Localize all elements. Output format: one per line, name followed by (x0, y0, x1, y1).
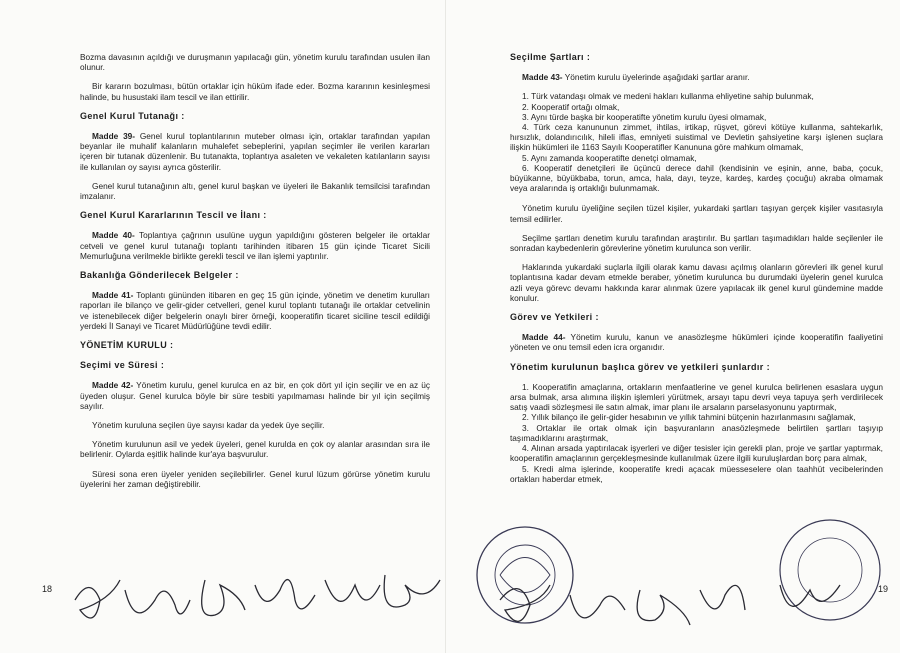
article-label: Madde 43- (522, 72, 563, 83)
list-item: 5. Kredi alma işlerinde, kooperatife kredi açacak müesseselere olan taahhüt vecibelerinden ortakları haberdar etmek, (510, 463, 883, 484)
article-label: Madde 39- (92, 131, 136, 142)
article-text: Yönetim kurulu, kanun ve anasözleşme hükümleri içinde kooperatifin faaliyetini yöneten ve onu temsil eden icra organıdır. (510, 332, 883, 353)
article-44 (510, 332, 883, 352)
section-heading: YÖNETİM KURULU : (80, 340, 174, 351)
paragraph: Bozma davasının açıldığı ve duruşmanın yapılacağı gün, yönetim kurulu tarafından usulen ilan olunur. (80, 52, 430, 73)
list-item: 3. Aynı türde başka bir kooperatifte yönetim kurulu üyesi olmamak, (522, 111, 767, 122)
article-43 (510, 72, 883, 82)
left-column (80, 52, 430, 498)
article-label: Madde 42- (92, 380, 134, 391)
list-item: 2. Kooperatif ortağı olmak, (522, 101, 620, 112)
paragraph: Bir kararın bozulması, bütün ortaklar için hüküm ifade eder. Bozma kararının kesinleşmesi halinde, bu husustaki ilam tescil ve ilan ettirilir. (80, 81, 430, 102)
list-item: 1. Kooperatifin amaçlarına, ortakların menfaatlerine ve genel kurulca belirlenen esaslara uygun arsa bulmak, arsa alımına ilişkin işlemleri yürütmek, arsayı tapu devri veya tapuya şerh verdirilecek satış vaadi sözleşmesi ile satın almak, imar planı ile arsaların parselasyonunu yaptırmak, (510, 381, 883, 413)
paragraph: Haklarında yukardaki suçlarla ilgili olarak kamu davası açılmış olanların görevleri ilk genel kurul toplantısına kadar devam etmekle beraber, yönetim kurulunca bu durumdaki üyelerin genel kurulca azli veya görevc devamı hakkında karar alınmak üzere yapılacak ilk genel kurul gündemine madde konulur. (510, 262, 883, 303)
article-40 (80, 230, 430, 261)
article-label: Madde 40- (92, 230, 135, 241)
article-42 (80, 380, 430, 411)
list-item: 2. Yıllık bilanço ile gelir-gider hesabının ve yıllık tahmini bütçenin hazırlanmasını sağlamak, (522, 412, 856, 423)
article-39 (80, 131, 430, 172)
right-column (510, 52, 883, 484)
section-heading: Genel Kurul Tutanağı : (80, 110, 185, 121)
list-item: 6. Kooperatif denetçileri ile üçüncü derece dahil (kendisinin ve eşinin, anne, baba, çocuk, büyükanne, büyükbaba, torun, amca, hala, dayı, teyze, kardeş, kardeş çocuğu) akraba olmamak veya aralarında iş ortaklığı bulunmamak. (510, 162, 883, 194)
paragraph: Seçilme şartları denetim kurulu tarafından araştırılır. Bu şartları taşımadıkları halde seçilenler ile sonradan kaybedenlerin görevlerine yönetim kurulunca son verilir. (510, 232, 883, 254)
page-number: 18 (42, 584, 53, 594)
list-item: 4. Alınan arsada yaptırılacak işyerleri ve diğer tesisler için gerekli plan, proje ve şartlar yaptırmak, kooperatifin amaçlarının gerçekleşmesinde kullanılmak üzere ilgili kuruluşlardan borç para almak, (510, 443, 883, 464)
article-text: Yönetim kurulu üyelerinde aşağıdaki şartlar aranır. (562, 72, 750, 83)
list-item: 5. Aynı zamanda kooperatifte denetçi olmamak, (522, 152, 697, 163)
list-item: 3. Ortaklar ile ortak olmak için başvuranların anasözleşmede belirtilen şartları taşıyıp taşımadıklarını araştırmak, (510, 422, 883, 443)
duties-list (510, 382, 883, 484)
signatures-right (490, 570, 890, 650)
gutter-divider (445, 0, 446, 653)
page-number: 19 (878, 584, 889, 594)
section-heading: Görev ve Yetkileri : (510, 312, 599, 323)
signatures-left (55, 560, 445, 650)
article-text: Toplantıya çağrının usulüne uygun yapıldığını gösteren belgeler ile ortaklar cetveli ve genel kurul tutanağı toplantı tarihinden itibaren 15 gün içinde Ticaret Sicili Memurluğuna verilmekle birlikte gerekli tescil ve ilan işlemi yaptırılır. (80, 230, 430, 261)
section-heading: Yönetim kurulunun başlıca görev ve yetkileri şunlardır : (510, 361, 770, 372)
eligibility-list (510, 91, 883, 193)
article-label: Madde 44- (522, 332, 566, 343)
list-item: 1. Türk vatandaşı olmak ve medeni hakları kullanma ehliyetine sahip bulunmak, (522, 91, 814, 102)
section-heading: Genel Kurul Kararlarının Tescil ve İlanı : (80, 210, 267, 221)
paragraph: Yönetim kuruluna seçilen üye sayısı kadar da yedek üye seçilir. (92, 420, 325, 431)
paragraph: Süresi sona eren üyeler yeniden seçilebilirler. Genel kurul lüzum görürse yönetim kurulu üyelerini her zaman değiştirebilir. (80, 468, 430, 489)
paragraph: Genel kurul tutanağının altı, genel kurul başkan ve üyeleri ile Bakanlık temsilcisi tarafından imzalanır. (80, 180, 430, 202)
list-item: 4. Türk ceza kanununun zimmet, ihtilas, irtikap, rüşvet, görevi kötüye kullanma, sahtekarlık, hırsızlık, dolandırıcılık, hileli iflas, emniyeti suistimal ve Devletin şahsiyetine karşı işlenen suçlara ilişkin hükümleri ile 1163 Sayılı Kooperatifler Kanununa göre mahkum olmamak, (510, 122, 883, 153)
article-label: Madde 41- (92, 290, 134, 301)
paragraph: Yönetim kurulunun asil ve yedek üyeleri, genel kurulda en çok oy alanlar arasından sıra ile belirlenir. Oylarda eşitlik halinde kur'aya başvurulur. (80, 439, 430, 460)
paragraph: Yönetim kurulu üyeliğine seçilen tüzel kişiler, yukardaki şartları taşıyan gerçek kişiler vasıtasıyla temsil edilirler. (510, 203, 883, 224)
article-text: Toplantı gününden itibaren en geç 15 gün içinde, yönetim ve denetim kurulları raporları ile bilanço ve gelir-gider cetvelleri, genel kurul toplantı tutanağı ile ortaklar cetvelinin ve istenebilecek diğer belgelerin onaylı birer örneği, kooperatifin ticaret siciline tescil edildiği yerdeki İl Sanayi ve Ticaret Müdürlüğüne tevdi edilir. (80, 290, 430, 331)
article-text: Yönetim kurulu, genel kurulca en az bir, en çok dört yıl için seçilir ve en az üç üyeden oluşur. Genel kurulca böyle bir süre tesbiti yapılmaması halinde bir yıl için seçilmiş sayılır. (80, 380, 430, 411)
right-page (450, 0, 900, 653)
section-heading: Seçimi ve Süresi : (80, 360, 165, 371)
article-text: Genel kurul toplantılarının muteber olması için, ortaklar tarafından yapılan beyanlar ile muhalif kalanların muhalefet sebeplerini, yapılan seçimler ile verilen kararları içeren bir tutanak düzenlenir. Bu tutanakta, toplantıya asaleten ve vekaleten katılanların sayısı ile kullanılan oy sayısı ayrıca gösterilir. (80, 131, 430, 172)
article-41 (80, 290, 430, 331)
section-heading: Seçilme Şartları : (510, 52, 591, 62)
section-heading: Bakanlığa Gönderilecek Belgeler : (80, 270, 239, 281)
